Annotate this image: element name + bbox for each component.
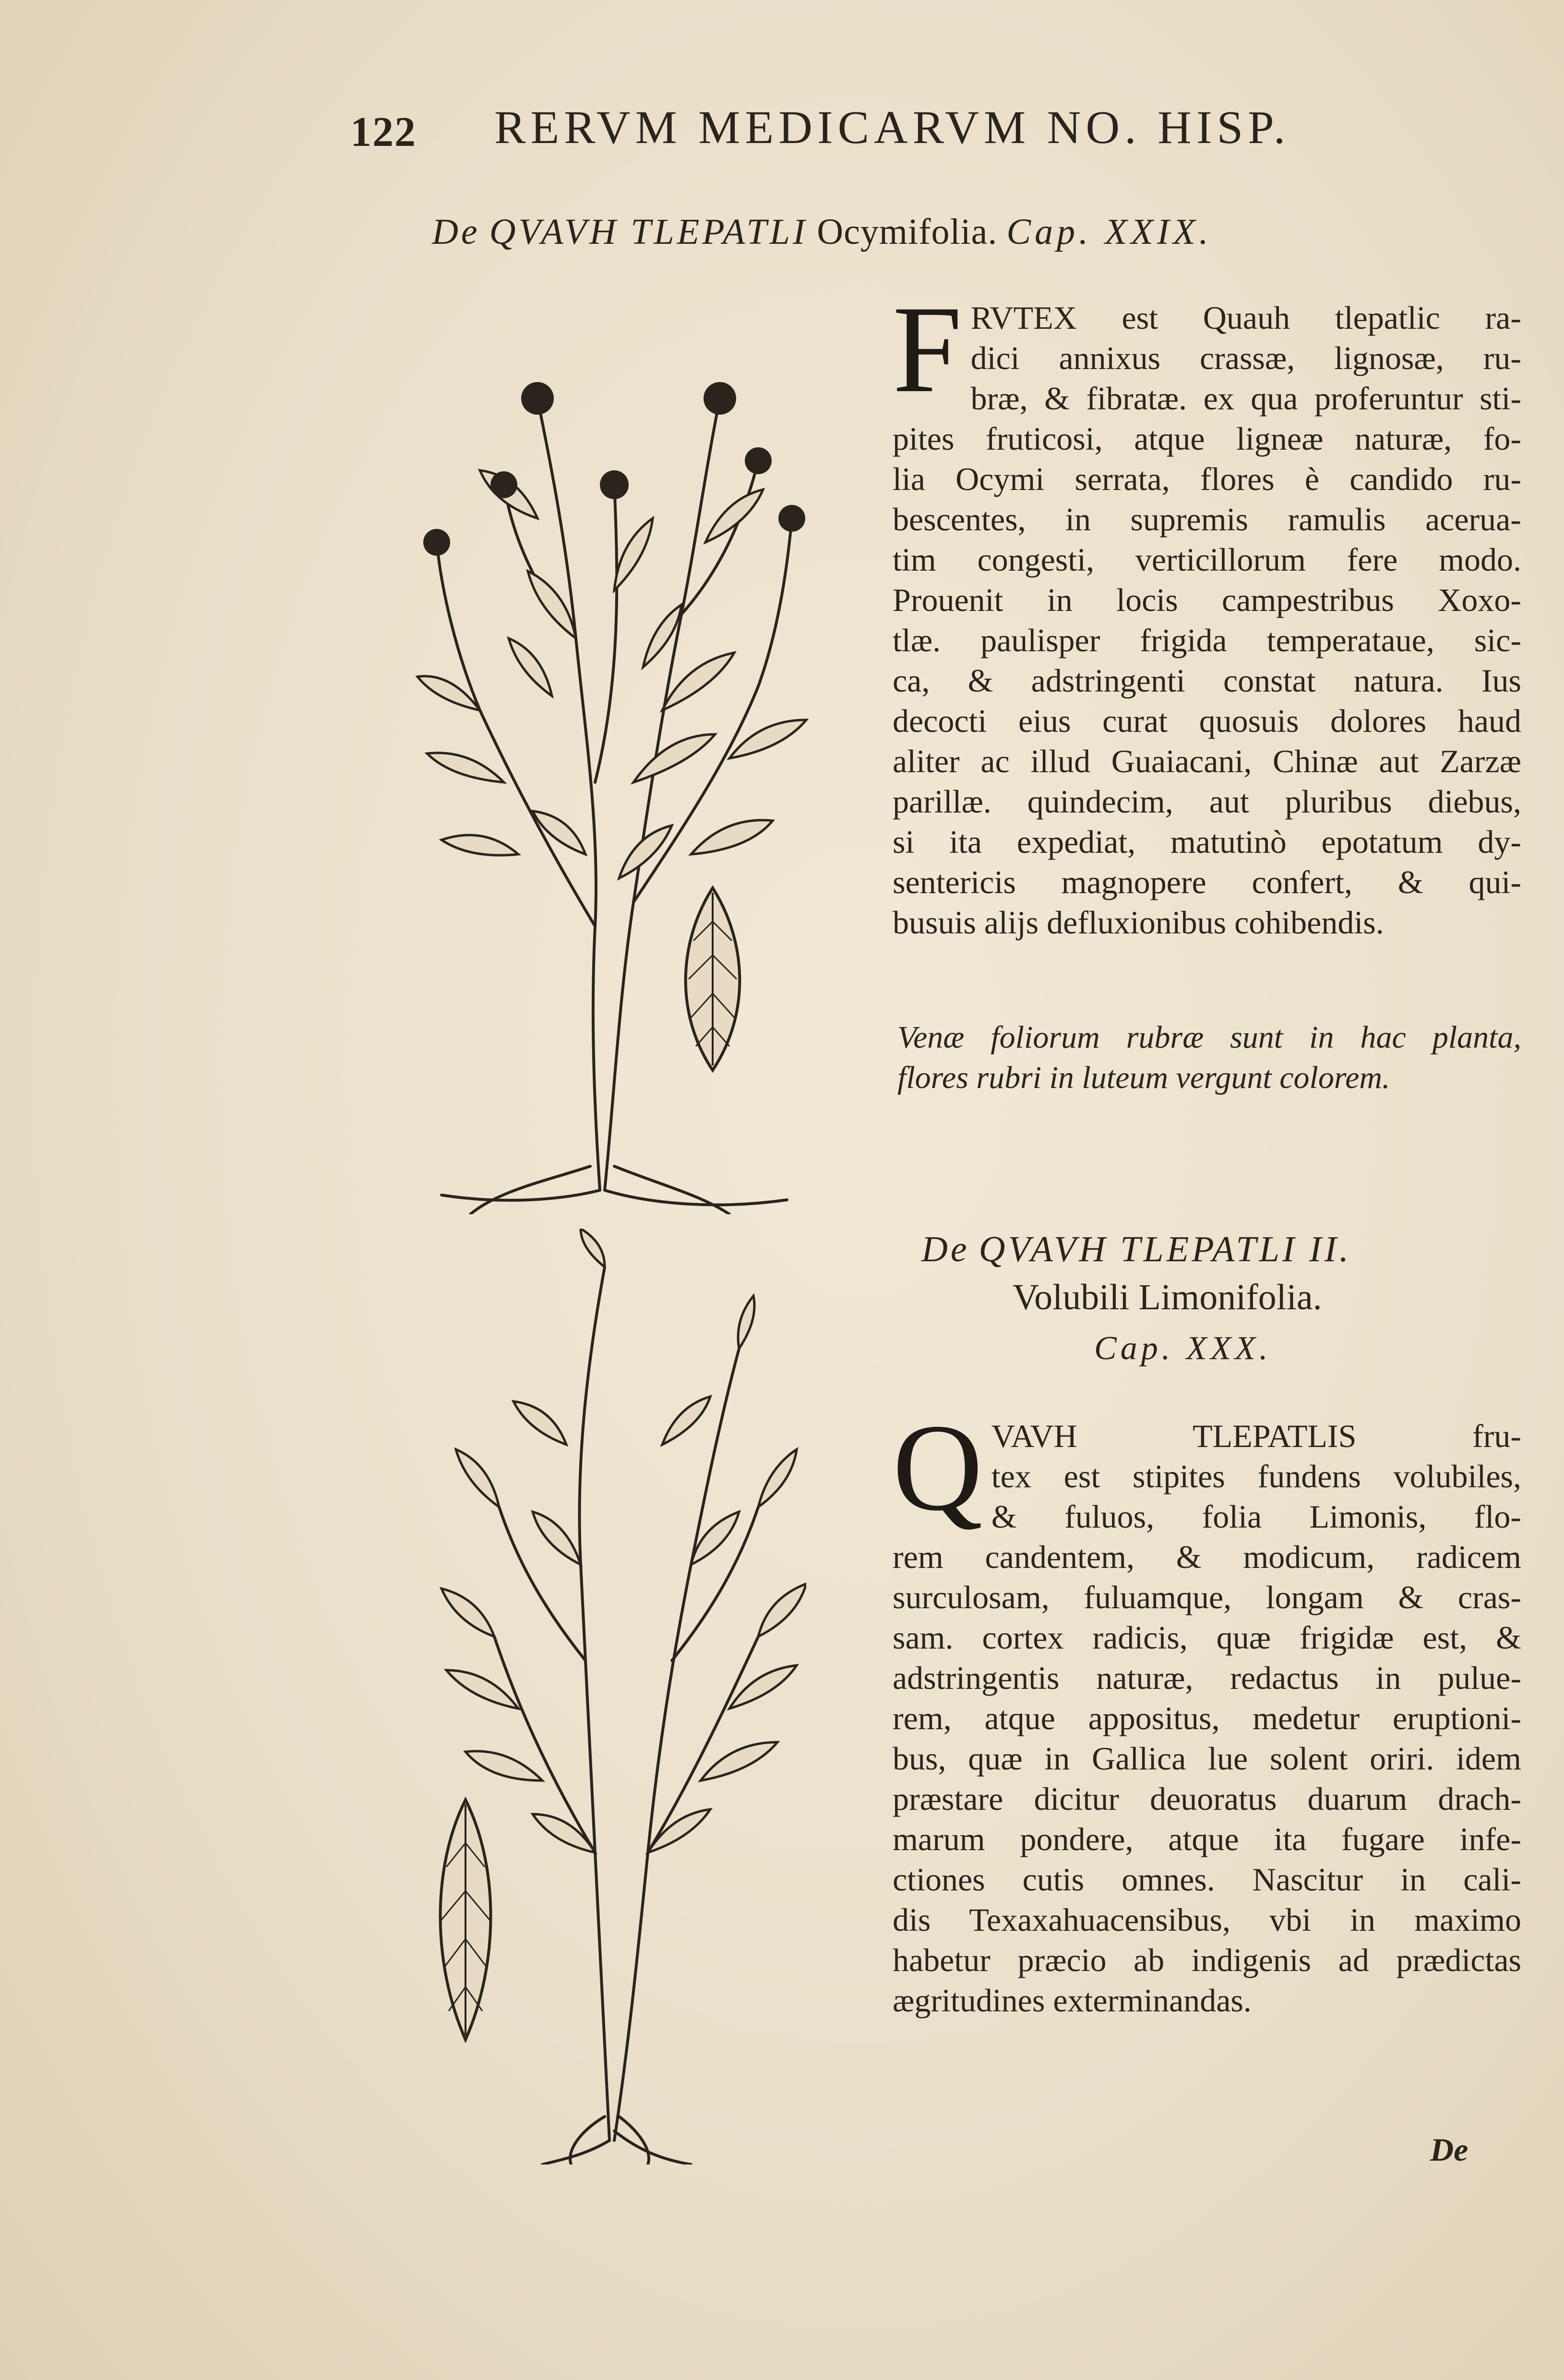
chapter-29-title-rest: Ocymifolia.	[817, 212, 998, 252]
leaf-detail-icon	[665, 883, 761, 1075]
chapter-30-title	[921, 1229, 1351, 1270]
chapter-30-text	[893, 1399, 1521, 2021]
text-line: tim congesti, verticillorum fere modo.	[893, 541, 1521, 578]
text-line: surculosam, fuluamque, longam & cras-	[893, 1579, 1521, 1615]
text-line: tex est stipites fundens volubiles,	[991, 1458, 1521, 1495]
text-line: sam. cortex radicis, quæ frigidæ est, &	[893, 1619, 1521, 1656]
text-line: adstringentis naturæ, redactus in pulue-	[893, 1660, 1521, 1696]
chapter-30-title-de: De	[921, 1229, 970, 1269]
catchword: De	[1430, 2131, 1468, 2168]
chapter-29-title	[432, 211, 1212, 253]
chapter-29-title-cap: Cap. XXIX.	[1006, 212, 1212, 252]
chapter-29-annotation	[897, 1017, 1521, 1098]
chapter-29-dropcap: F	[893, 280, 962, 419]
chapter-30-dropcap: Q	[893, 1399, 983, 1537]
text-line: & fuluos, folia Limonis, flo-	[991, 1498, 1521, 1535]
text-line: lia Ocymi serrata, flores è candido ru-	[893, 461, 1521, 497]
text-line: rem candentem, & modicum, radicem	[893, 1539, 1521, 1575]
text-line: ægritudines exterminandas.	[893, 1982, 1252, 2019]
text-line: rem, atque appositus, medetur eruptioni-	[893, 1700, 1521, 1736]
text-line: bus, quæ in Gallica lue solent oriri. idem	[893, 1740, 1521, 1777]
chapter-29-title-de: De	[432, 212, 480, 252]
annotation-line: flores rubri in luteum vergunt colorem.	[897, 1060, 1390, 1095]
text-line: ctiones cutis omnes. Nascitur in cali-	[893, 1861, 1521, 1898]
text-line: bescentes, in supremis ramulis acerua-	[893, 501, 1521, 538]
text-line: marum pondere, atque ita fugare infe-	[893, 1821, 1521, 1857]
text-line: pites fruticosi, atque ligneæ naturæ, fo-	[893, 420, 1521, 457]
text-line: dis Texaxahuacensibus, vbi in maximo	[893, 1902, 1521, 1938]
chapter-30-cap: Cap. XXX.	[1094, 1330, 1272, 1367]
text-line: ca, & adstringenti constat natura. Ius	[893, 662, 1521, 699]
text-line: si ita expediat, matutinò epotatum dy-	[893, 824, 1521, 860]
chapter-30-title-name: QVAVH TLEPATLI II.	[979, 1229, 1351, 1269]
annotation-line: Venæ foliorum rubræ sunt in hac planta,	[897, 1020, 1521, 1055]
chapter-29-title-name: QVAVH TLEPATLI	[489, 212, 808, 252]
text-line: sentericis magnopere confert, & qui-	[893, 864, 1521, 900]
text-line: VAVH TLEPATLIS fru-	[991, 1418, 1521, 1454]
text-line: busuis alijs defluxionibus cohibendis.	[893, 904, 1384, 941]
leaf-detail-icon	[418, 1795, 513, 2045]
woodcut-plant-quauh-tlepatli-icon	[394, 302, 825, 1214]
text-line: bræ, & fibratæ. ex qua proferuntur sti-	[970, 380, 1521, 417]
text-line: habetur præcio ab indigenis ad prædictas	[893, 1942, 1521, 1978]
text-line: præstare dicitur deuoratus duarum drach-	[893, 1781, 1521, 1817]
text-line: tlæ. paulisper frigida temperataue, sic-	[893, 622, 1521, 658]
text-line: RVTEX est Quauh tlepatlic ra-	[970, 299, 1521, 336]
text-line: Prouenit in locis campestribus Xoxo-	[893, 582, 1521, 618]
chapter-29-text	[893, 280, 1521, 943]
text-line: decocti eius curat quosuis dolores haud	[893, 703, 1521, 739]
text-line: parillæ. quindecim, aut pluribus diebus,	[893, 783, 1521, 820]
running-head: RERVM MEDICARVM NO. HISP.	[494, 102, 1290, 154]
text-line: aliter ac illud Guaiacani, Chinæ aut Zarzæ	[893, 743, 1521, 779]
text-line: dici annixus crassæ, lignosæ, ru-	[970, 340, 1521, 376]
page-number: 122	[350, 109, 417, 155]
chapter-30-subtitle: Volubili Limonifolia.	[1013, 1277, 1322, 1317]
